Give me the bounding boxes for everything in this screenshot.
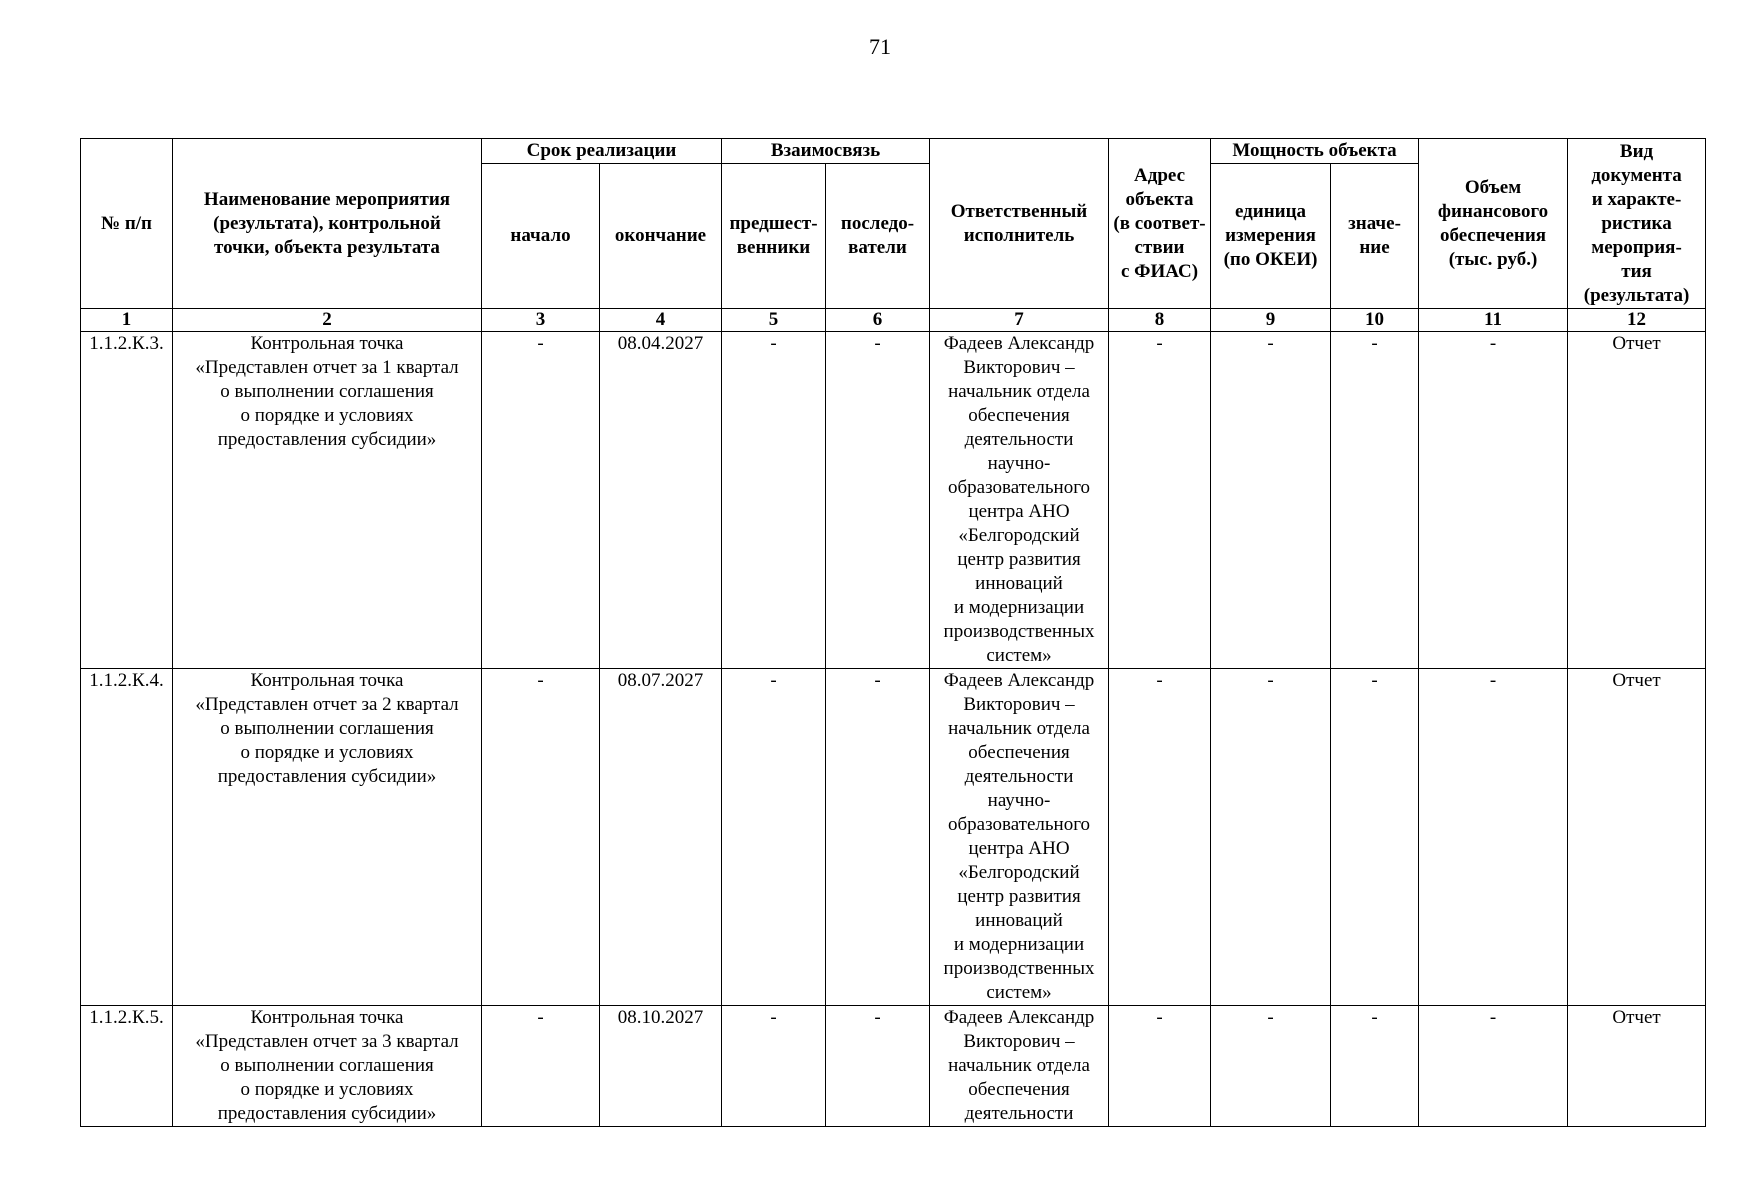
- row-address: -: [1109, 332, 1211, 669]
- row-responsible-line: деятельности: [964, 766, 1074, 787]
- header-doc-type-line: (результата): [1583, 284, 1690, 306]
- header-funding-line: обеспечения: [1439, 224, 1547, 246]
- table-row: [81, 669, 1706, 1006]
- row-number: 1.1.2.К.5.: [81, 1006, 173, 1127]
- row-name-line: предоставления субсидии»: [217, 429, 437, 450]
- row-start: -: [482, 1006, 600, 1127]
- header-name-line: (результата), контрольной: [213, 212, 441, 234]
- row-name-line: «Представлен отчет за 2 квартал: [195, 694, 459, 715]
- row-successors: -: [826, 669, 930, 1006]
- header-value: [1331, 164, 1419, 309]
- row-value: -: [1331, 669, 1419, 1006]
- header-doc-type-line: ристика: [1601, 212, 1672, 234]
- row-name-line: о выполнении соглашения: [220, 381, 434, 402]
- row-number: 1.1.2.К.4.: [81, 669, 173, 1006]
- header-successors-line: последо-: [840, 213, 915, 234]
- column-number: 12: [1568, 309, 1706, 332]
- row-name-line: о выполнении соглашения: [220, 1055, 434, 1076]
- header-capacity-group: Мощность объекта: [1211, 139, 1419, 164]
- row-start: -: [482, 332, 600, 669]
- row-start: -: [482, 669, 600, 1006]
- column-number: 8: [1109, 309, 1211, 332]
- column-number: 5: [722, 309, 826, 332]
- column-number: 2: [173, 309, 482, 332]
- column-number: 3: [482, 309, 600, 332]
- plan-table: [80, 138, 1706, 1127]
- header-funding-line: финансового: [1437, 200, 1549, 222]
- row-responsible-line: научно-: [987, 790, 1051, 811]
- header-end: окончание: [600, 164, 722, 309]
- row-name-line: «Представлен отчет за 1 квартал: [195, 357, 459, 378]
- table-row: [81, 332, 1706, 669]
- row-name-line: «Представлен отчет за 3 квартал: [195, 1031, 459, 1052]
- header-row-top: [81, 139, 1706, 164]
- row-responsible-line: образовательного: [948, 477, 1091, 498]
- header-funding-line: Объем: [1464, 176, 1522, 198]
- row-responsible-line: Викторович –: [963, 357, 1075, 378]
- column-number: 4: [600, 309, 722, 332]
- header-unit-line: (по ОКЕИ): [1223, 249, 1318, 270]
- row-responsible-line: систем»: [986, 645, 1052, 666]
- header-name: [173, 139, 482, 309]
- row-address: -: [1109, 669, 1211, 1006]
- header-period-group: Срок реализации: [482, 139, 722, 164]
- row-responsible-line: центр развития: [957, 549, 1081, 570]
- row-responsible-line: инноваций: [975, 573, 1063, 594]
- header-value-line: ние: [1359, 237, 1390, 258]
- header-funding: [1419, 139, 1568, 309]
- row-responsible-line: производственных: [943, 958, 1095, 979]
- header-unit: [1211, 164, 1331, 309]
- row-name-line: о порядке и условиях: [240, 405, 414, 426]
- header-doc-type-line: Вид: [1619, 140, 1654, 162]
- row-responsible-line: «Белгородский: [958, 525, 1080, 546]
- row-responsible-line: Викторович –: [963, 694, 1075, 715]
- column-number: 11: [1419, 309, 1568, 332]
- header-doc-type-line: мероприя-: [1591, 236, 1682, 258]
- row-responsible: [930, 332, 1109, 669]
- row-predecessors: -: [722, 669, 826, 1006]
- row-end: 08.07.2027: [600, 669, 722, 1006]
- column-number: 1: [81, 309, 173, 332]
- row-name-line: о порядке и условиях: [240, 1079, 414, 1100]
- row-name-line: Контрольная точка: [250, 1007, 404, 1028]
- row-value: -: [1331, 1006, 1419, 1127]
- column-number: 9: [1211, 309, 1331, 332]
- header-unit-line: единица: [1234, 201, 1307, 222]
- header-doc-type-line: и характе-: [1591, 188, 1682, 210]
- row-responsible-line: Фадеев Александр: [943, 1007, 1095, 1028]
- header-successors: [826, 164, 930, 309]
- row-name-line: Контрольная точка: [250, 333, 404, 354]
- row-funding: -: [1419, 1006, 1568, 1127]
- row-responsible-line: центра АНО: [968, 838, 1070, 859]
- row-unit: -: [1211, 1006, 1331, 1127]
- row-doc-type: Отчет: [1568, 1006, 1706, 1127]
- header-address-line: объекта: [1125, 188, 1194, 210]
- row-responsible-line: Викторович –: [963, 1031, 1075, 1052]
- table-row: [81, 1006, 1706, 1127]
- header-address-line: ствии: [1134, 236, 1185, 258]
- row-responsible-line: и модернизации: [953, 597, 1085, 618]
- row-unit: -: [1211, 669, 1331, 1006]
- row-number: 1.1.2.К.3.: [81, 332, 173, 669]
- row-name-line: Контрольная точка: [250, 670, 404, 691]
- row-responsible-line: центр развития: [957, 886, 1081, 907]
- row-responsible-line: и модернизации: [953, 934, 1085, 955]
- row-responsible-line: начальник отдела: [948, 381, 1090, 402]
- row-predecessors: -: [722, 332, 826, 669]
- row-name: [173, 332, 482, 669]
- row-value: -: [1331, 332, 1419, 669]
- header-address-line: Адрес: [1134, 164, 1186, 186]
- row-funding: -: [1419, 332, 1568, 669]
- row-end: 08.04.2027: [600, 332, 722, 669]
- header-predecessors-line: предшест-: [729, 213, 818, 234]
- row-name-line: о порядке и условиях: [240, 742, 414, 763]
- column-number: 10: [1331, 309, 1419, 332]
- column-number: 6: [826, 309, 930, 332]
- row-responsible-line: обеспечения: [968, 742, 1070, 763]
- row-predecessors: -: [722, 1006, 826, 1127]
- row-end: 08.10.2027: [600, 1006, 722, 1127]
- row-responsible-line: производственных: [943, 621, 1095, 642]
- row-doc-type: Отчет: [1568, 332, 1706, 669]
- row-address: -: [1109, 1006, 1211, 1127]
- header-doc-type-line: тия: [1621, 260, 1652, 282]
- row-name: [173, 1006, 482, 1127]
- header-predecessors: [722, 164, 826, 309]
- row-responsible-line: Фадеев Александр: [943, 333, 1095, 354]
- page-number: 71: [869, 34, 891, 59]
- header-responsible: [930, 139, 1109, 309]
- header-unit-line: измерения: [1225, 225, 1316, 246]
- row-responsible-line: обеспечения: [968, 405, 1070, 426]
- column-number: 7: [930, 309, 1109, 332]
- header-responsible-line: исполнитель: [963, 224, 1075, 246]
- row-responsible-line: научно-: [987, 453, 1051, 474]
- header-address-line: с ФИАС): [1120, 260, 1199, 282]
- row-responsible-line: центра АНО: [968, 501, 1070, 522]
- header-successors-line: ватели: [848, 237, 907, 258]
- header-address-line: (в соответ-: [1113, 212, 1206, 234]
- row-doc-type: Отчет: [1568, 669, 1706, 1006]
- row-funding: -: [1419, 669, 1568, 1006]
- header-responsible-line: Ответственный: [950, 200, 1088, 222]
- row-responsible-line: деятельности: [964, 1103, 1074, 1124]
- row-responsible-line: обеспечения: [968, 1079, 1070, 1100]
- row-responsible-line: образовательного: [948, 814, 1091, 835]
- row-responsible-line: систем»: [986, 982, 1052, 1003]
- row-name-line: предоставления субсидии»: [217, 1103, 437, 1124]
- header-predecessors-line: венники: [736, 237, 811, 258]
- row-name-line: предоставления субсидии»: [217, 766, 437, 787]
- row-responsible: [930, 669, 1109, 1006]
- column-number-row: [81, 309, 1706, 332]
- row-responsible-clip: [933, 1006, 1105, 1124]
- header-funding-line: (тыс. руб.): [1448, 248, 1538, 270]
- row-successors: -: [826, 332, 930, 669]
- header-start: начало: [482, 164, 600, 309]
- header-num: № п/п: [81, 139, 173, 309]
- header-name-line: Наименование мероприятия: [203, 188, 451, 210]
- header-address: [1109, 139, 1211, 309]
- header-value-line: значе-: [1348, 213, 1401, 234]
- row-responsible: [930, 1006, 1109, 1127]
- row-name-line: о выполнении соглашения: [220, 718, 434, 739]
- header-doc-type-line: документа: [1591, 164, 1682, 186]
- row-successors: -: [826, 1006, 930, 1127]
- header-doc-type: [1568, 139, 1706, 309]
- row-responsible-line: начальник отдела: [948, 718, 1090, 739]
- header-name-line: точки, объекта результата: [214, 236, 440, 258]
- row-responsible-line: деятельности: [964, 429, 1074, 450]
- row-unit: -: [1211, 332, 1331, 669]
- row-responsible-line: «Белгородский: [958, 862, 1080, 883]
- row-responsible-line: инноваций: [975, 910, 1063, 931]
- row-responsible-line: Фадеев Александр: [943, 670, 1095, 691]
- row-name: [173, 669, 482, 1006]
- header-relation-group: Взаимосвязь: [722, 139, 930, 164]
- row-responsible-line: начальник отдела: [948, 1055, 1090, 1076]
